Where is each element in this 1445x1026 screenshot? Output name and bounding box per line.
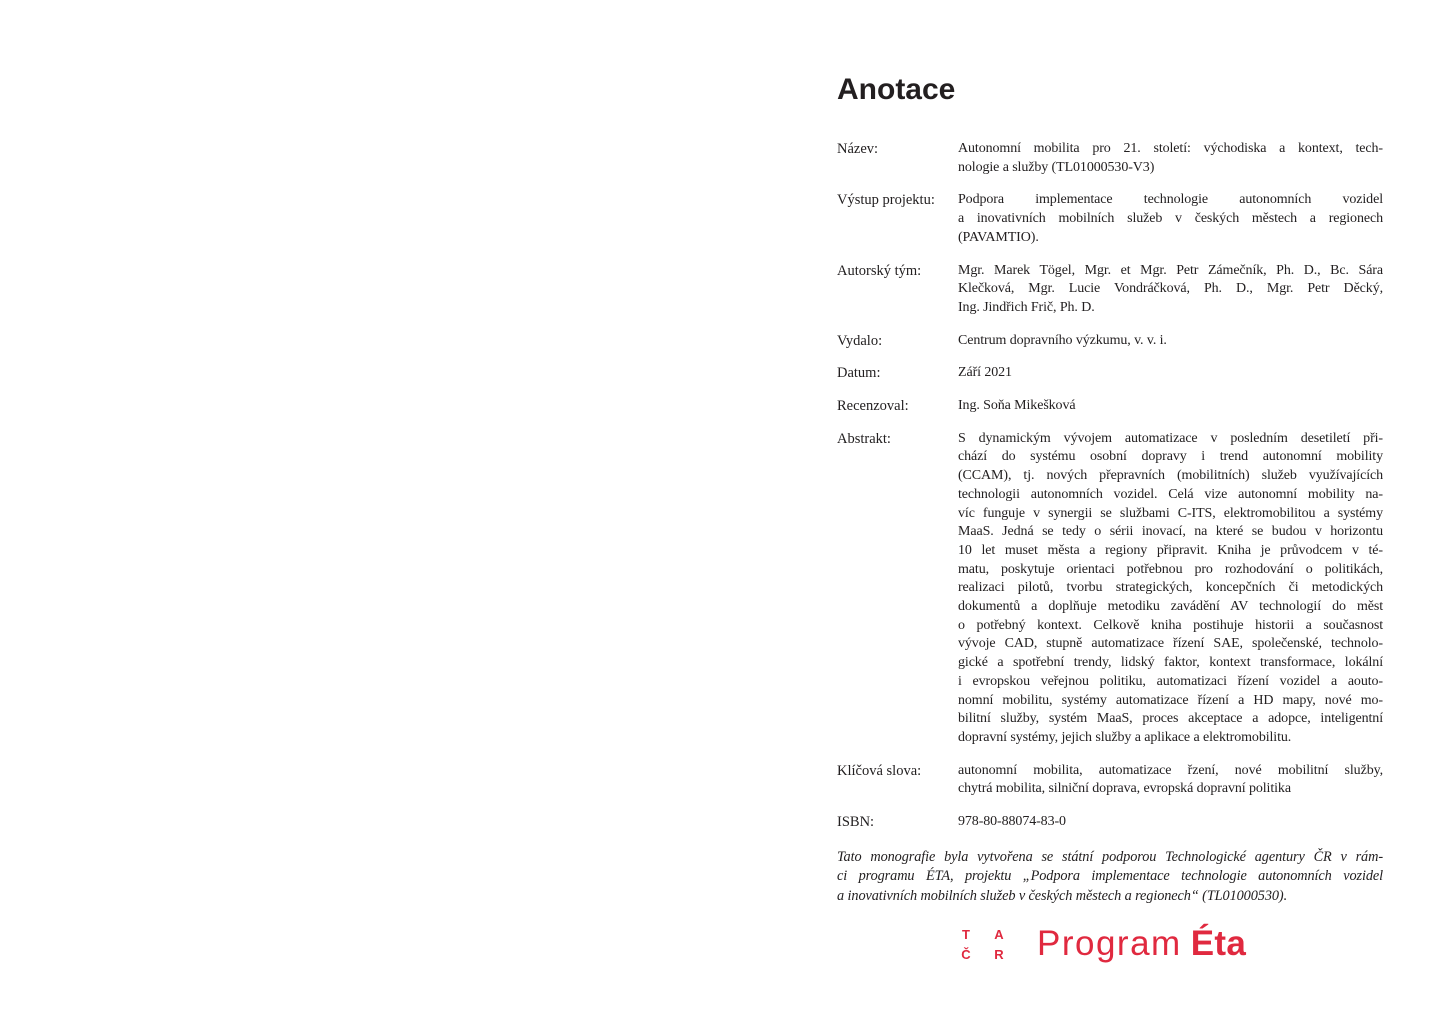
program-eta-logo <box>1037 924 1246 964</box>
field-label: Klíčová slova: <box>837 762 922 779</box>
tacr-logo-letter: A <box>994 926 1004 942</box>
text-line: (PAVAMTIO). <box>958 229 1039 245</box>
funding-note-line: Tato monografie byla vytvořena se státní podporou Technologické agentury ČR v rám- <box>837 848 1383 865</box>
field-value <box>958 262 1383 318</box>
text-line: chytrá mobilita, silniční doprava, evropská dopravní politika <box>958 781 1291 797</box>
text-line: technologii autonomních vozidel. Celá vize autonomní mobility na- <box>958 486 1383 502</box>
text-line: S dynamickým vývojem automatizace v posledním desetiletí při- <box>958 430 1383 446</box>
text-line: Září 2021 <box>958 365 1012 381</box>
tacr-logo-letter: Č <box>961 946 971 962</box>
text-line: nologie a služby (TL01000530-V3) <box>958 159 1155 175</box>
field-label: Název: <box>837 141 879 157</box>
field-value <box>958 332 1383 351</box>
metadata-table <box>837 140 1383 832</box>
metadata-row <box>837 140 1383 177</box>
text-line: dokumentů a doplňuje metodiku zavádění AV technologií do měst <box>958 599 1383 615</box>
tacr-logo-letter: T <box>962 926 970 942</box>
text-line: nomní mobilitu, systémy automatizace řízení a HD mapy, nové mo- <box>958 692 1383 708</box>
text-line: dopravní systémy, jejich služby a aplikace a elektromobilitu. <box>958 729 1292 745</box>
text-line: i evropskou veřejnou politiku, automatizaci řízení vozidel a aouto- <box>958 673 1383 689</box>
page-content <box>837 74 1383 964</box>
text-line: Klečková, Mgr. Lucie Vondráčková, Ph. D., Mgr. Petr Děcký, <box>958 281 1383 297</box>
text-line: realizaci pilotů, tvorbu strategických, koncepčních či metodických <box>958 580 1383 596</box>
text-line: (CCAM), tj. nových přepravních (mobilitních) služeb využívajících <box>958 468 1383 484</box>
field-label: Vydalo: <box>837 332 883 349</box>
text-line: Ing. Soňa Mikešková <box>958 398 1076 414</box>
field-label: Recenzoval: <box>837 398 909 415</box>
text-line: Podpora implementace technologie autonomních vozidel <box>958 192 1383 208</box>
text-line: gické a spotřební trendy, lidský faktor, kontext transformace, lokální <box>958 655 1383 671</box>
field-label: ISBN: <box>837 814 875 831</box>
page-title: Anotace <box>837 73 956 106</box>
field-value <box>958 397 1383 416</box>
text-line: víc funguje v synergii se službami C-ITS, elektromobilitou a systémy <box>958 505 1383 521</box>
field-label: Autorský tým: <box>837 262 922 279</box>
text-line: Centrum dopravního výzkumu, v. v. i. <box>958 332 1167 348</box>
field-value <box>958 762 1383 799</box>
program-eta-light-text: Program <box>1037 924 1182 964</box>
metadata-row <box>837 262 1383 318</box>
text-line: Ing. Jindřich Frič, Ph. D. <box>958 299 1095 315</box>
program-eta-bold-text: Éta <box>1190 924 1247 964</box>
funding-logos <box>958 924 1383 964</box>
field-label: Datum: <box>837 365 881 382</box>
text-line: 10 let muset města a regiony připravit. Kniha je průvodcem v té- <box>958 542 1383 558</box>
metadata-row <box>837 332 1383 351</box>
metadata-row <box>837 364 1383 383</box>
text-line: bilitní služby, systém MaaS, proces akceptace a adopce, inteligentní <box>958 711 1383 727</box>
funding-note-line: ci programu ÉTA, projektu „Podpora implementace technologie autonomních vozidel <box>837 868 1383 885</box>
field-label: Abstrakt: <box>837 430 891 447</box>
metadata-row <box>837 191 1383 247</box>
field-value <box>958 364 1383 383</box>
text-line: matu, poskytuje orientaci potřebnou pro rozhodování o politikách, <box>958 561 1383 577</box>
metadata-row <box>837 430 1383 748</box>
tacr-logo-letter: R <box>994 946 1004 962</box>
metadata-row <box>837 813 1383 832</box>
metadata-row <box>837 397 1383 416</box>
text-line: 978-80-88074-83-0 <box>958 814 1066 830</box>
metadata-row <box>837 762 1383 799</box>
field-label: Výstup projektu: <box>837 192 935 209</box>
text-line: a inovativních mobilních služeb v českých městech a regionech <box>958 211 1383 227</box>
text-line: chází do systému osobní dopravy i trend autonomní mobility <box>958 449 1383 465</box>
text-line: vývoje CAD, stupně automatizace řízení SAE, společenské, technolo- <box>958 636 1383 652</box>
text-line: o potřebný kontext. Celkově kniha postihuje historii a současnost <box>958 617 1383 633</box>
field-value <box>958 813 1383 832</box>
field-value <box>958 191 1383 247</box>
text-line: Mgr. Marek Tögel, Mgr. et Mgr. Petr Zámečník, Ph. D., Bc. Sára <box>958 262 1383 278</box>
tacr-logo <box>958 928 1007 961</box>
text-line: MaaS. Jedná se tedy o sérii inovací, na které se budou v horizontu <box>958 524 1383 540</box>
funding-note <box>837 848 1383 907</box>
funding-note-line: a inovativních mobilních služeb v českých městech a regionech“ (TL01000530). <box>837 887 1288 904</box>
field-value <box>958 140 1383 177</box>
text-line: Autonomní mobilita pro 21. století: východiska a kontext, tech- <box>958 141 1383 156</box>
text-line: autonomní mobilita, automatizace řzení, nové mobilitní služby, <box>958 762 1383 778</box>
field-value <box>958 430 1383 748</box>
